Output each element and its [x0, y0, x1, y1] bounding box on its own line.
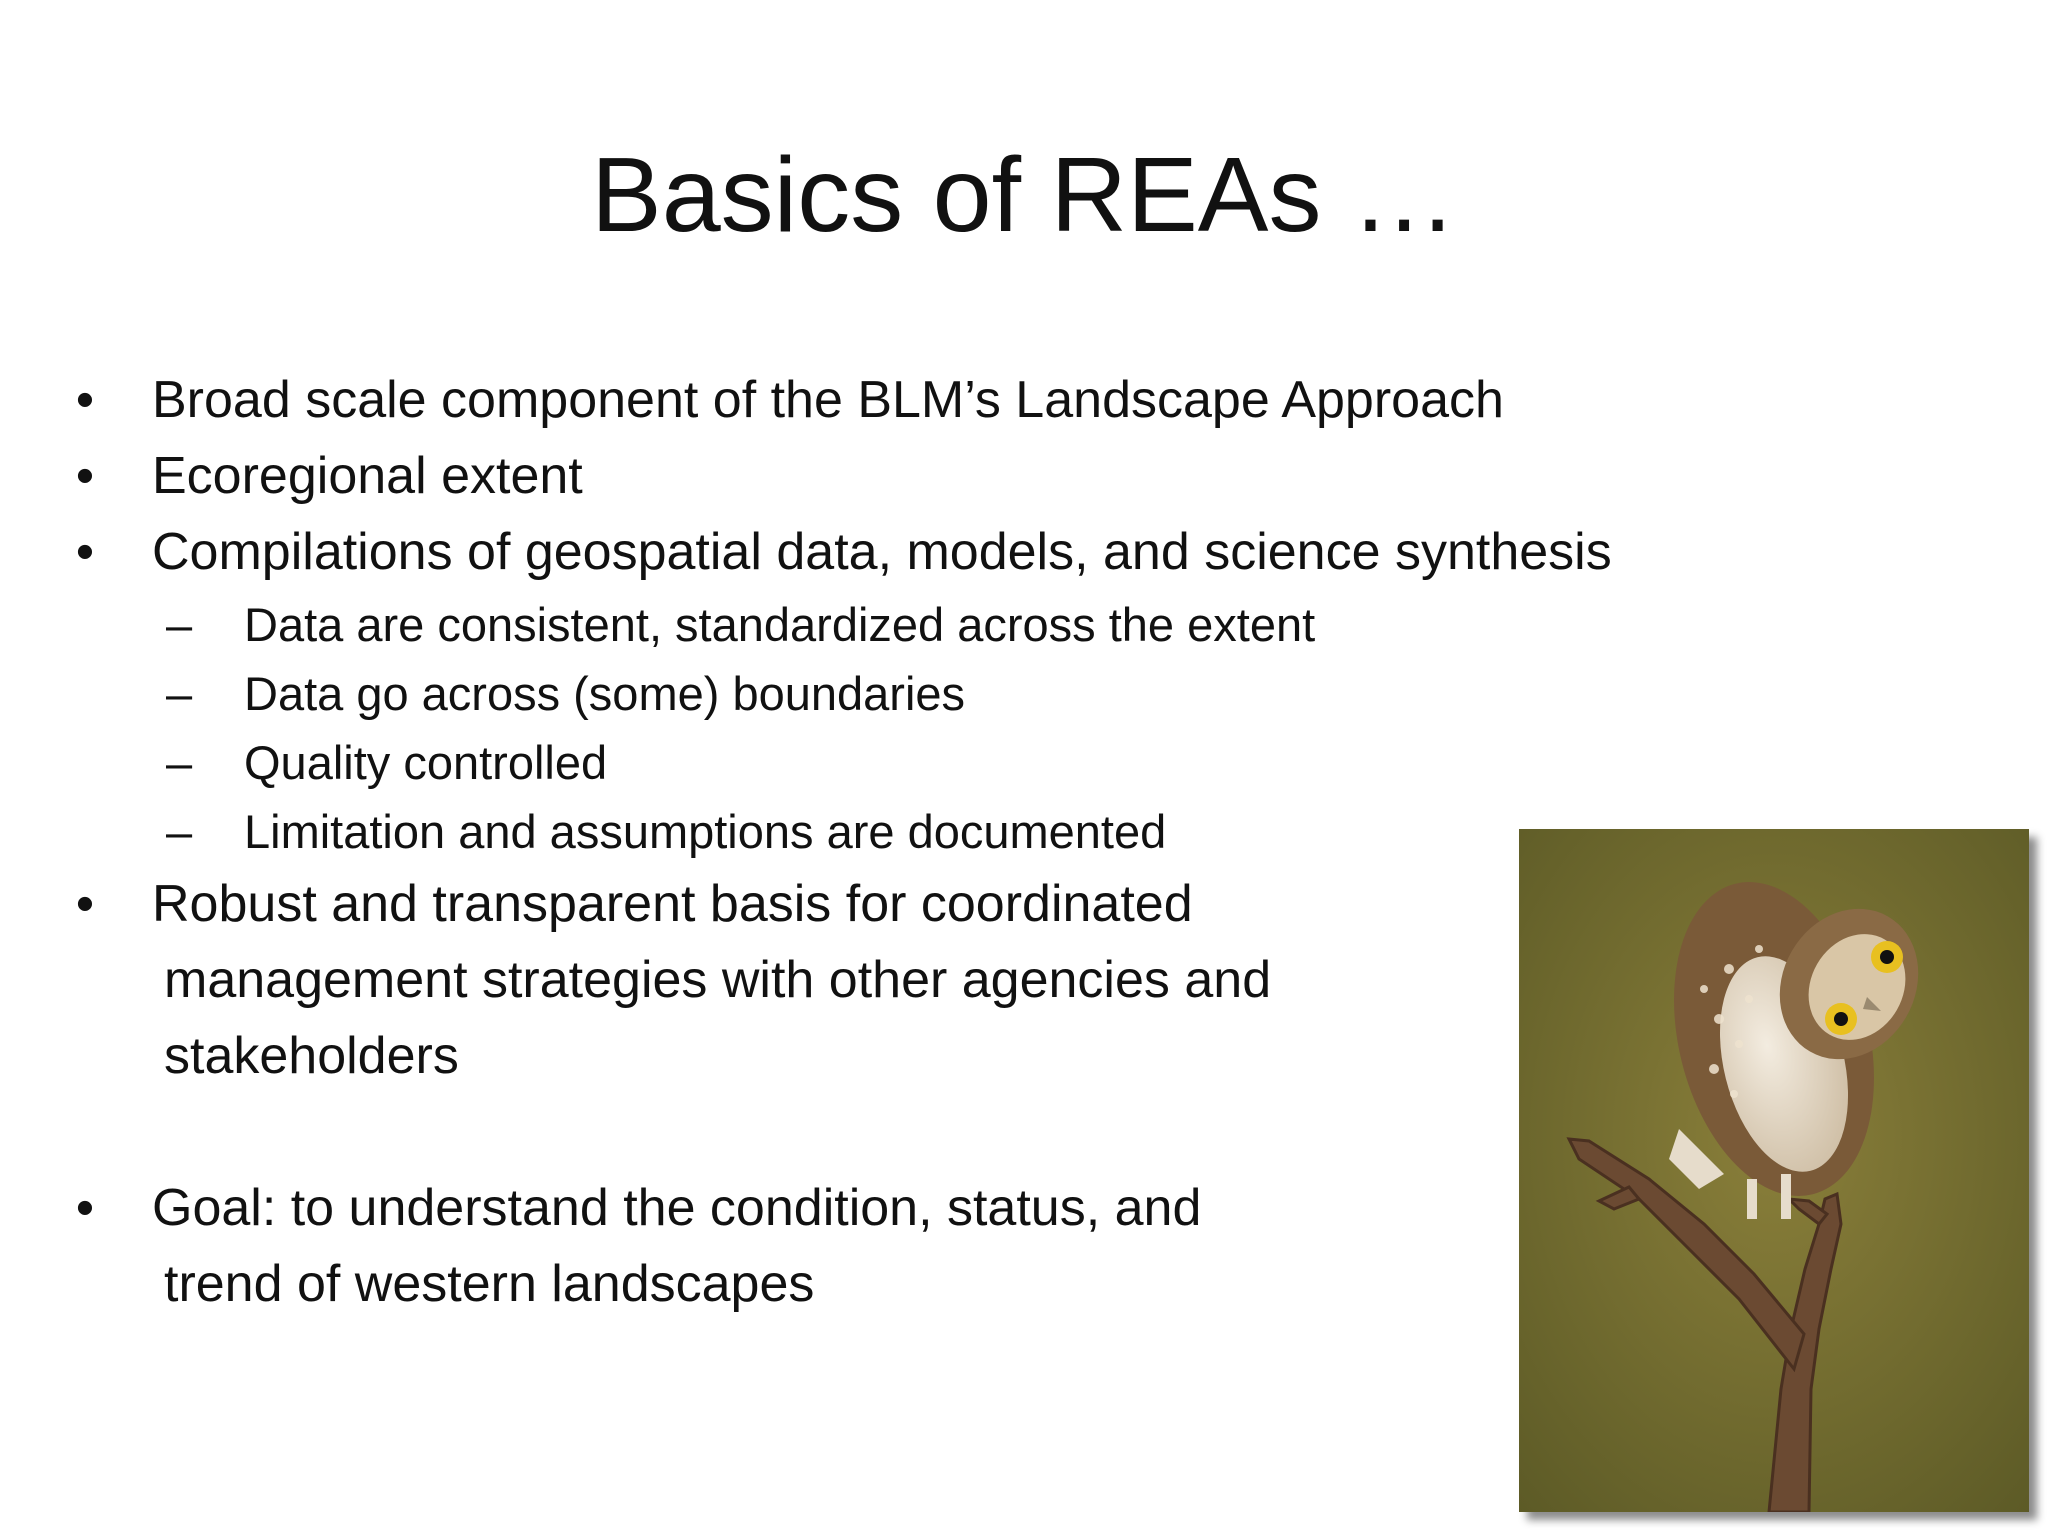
bullet-icon: •	[75, 523, 95, 581]
sub-bullet-list-wrapper	[70, 590, 1970, 866]
bullet-icon: •	[75, 875, 95, 933]
sub-bullet-text: Data go across (some) boundaries	[244, 667, 966, 720]
sub-bullet-text: Quality controlled	[244, 736, 608, 789]
burrowing-owl-photo	[1519, 829, 2029, 1512]
dash-icon: –	[166, 736, 193, 789]
bullet-item	[70, 438, 1970, 514]
bullet-text: Compilations of geospatial data, models, and science synthesis	[152, 523, 1612, 581]
bullet-item	[70, 362, 1970, 438]
bullet-text: Broad scale component of the BLM’s Landscape Approach	[152, 371, 1504, 429]
sub-bullet-item	[70, 728, 1970, 797]
bullet-text-line: Goal: to understand the condition, status, and	[152, 1179, 1202, 1237]
bullet-text-line: stakeholders	[164, 1027, 459, 1085]
sub-bullet-item	[70, 659, 1970, 728]
sub-bullet-list	[70, 590, 1970, 866]
bullet-text-line: Robust and transparent basis for coordinated	[152, 875, 1193, 933]
owl-illustration	[1519, 829, 2029, 1512]
bullet-item	[70, 514, 1970, 590]
bullet-text-line: management strategies with other agencies and	[164, 951, 1272, 1009]
bullet-icon: •	[75, 1179, 95, 1237]
sub-bullet-text: Data are consistent, standardized across the extent	[244, 598, 1316, 651]
bullet-text-line: trend of western landscapes	[164, 1255, 815, 1313]
dash-icon: –	[166, 598, 193, 651]
slide-title: Basics of REAs …	[591, 136, 1457, 254]
bullet-icon: •	[75, 447, 95, 505]
sub-bullet-item	[70, 590, 1970, 659]
dash-icon: –	[166, 667, 193, 720]
bullet-icon: •	[75, 371, 95, 429]
dash-icon: –	[166, 805, 193, 858]
sub-bullet-text: Limitation and assumptions are documented	[244, 805, 1167, 858]
bullet-text: Ecoregional extent	[152, 447, 583, 505]
